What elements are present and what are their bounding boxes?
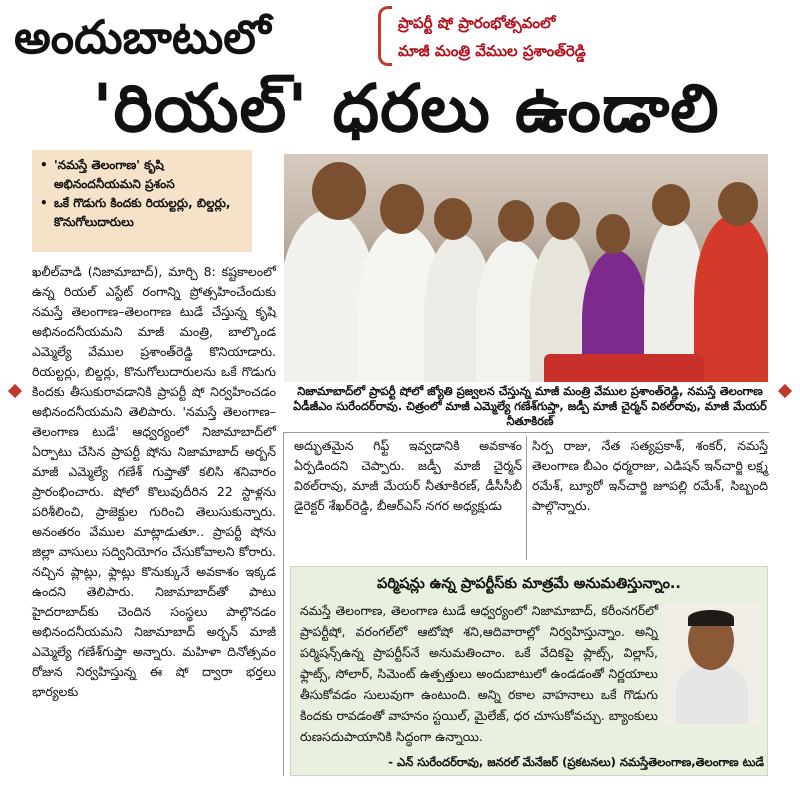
highlight-item: • 'నమస్తే తెలంగాణ' కృషి అభినందనీయమని ప్రశంస: [40, 156, 244, 194]
headline-main: 'రియల్' ధరలు ఉండాలి: [92, 70, 720, 147]
event-photo: [284, 154, 768, 382]
highlights-box: [32, 150, 252, 252]
divider-line: [283, 432, 769, 433]
portrait-photo: [662, 604, 760, 724]
margin-diamond-left: [8, 384, 22, 398]
headline-top: అందుబాటులో: [14, 10, 271, 64]
article-column-1: ఖలీల్‌వాడి (నిజామాబాద్), మార్చి 8: కష్టకాలంలో ఉన్న రియల్ ఎస్టేట్ రంగాన్ని ప్రోత్సహించేందుకు నమస్తే తెలంగాణ–తెలంగాణ టుడే చేస్తున్న కృషి అభినందనీయమని మాజీ మంత్రి, బాల్కొండ ఎమ్మెల్యే వేముల ప్రశాంత్‌రెడ్డి కొనియాడారు. రియల్టర్లు, బిల్డర్లు, కొనుగోలుదారులను ఒకే గొడుగు కిందకు తీసుకురావడానికి ప్రాపర్టీ షో నిర్వహించడం అభినందనీయమని తెలిపారు. 'నమస్తే తెలంగాణ–తెలంగాణ టుడే' ఆధ్వర్యంలో నిజామాబాద్‌లో ఏర్పాటు చేసిన ప్రాపర్టీ షోను నిజామాబాద్ అర్బన్ మాజీ ఎమ్మెల్యే గణేశ్ గుప్తాతో కలిసి శనివారం ప్రారంభించారు. షోలో కొలువుదీరిన 22 స్టాళ్లను పరిశీలించి, ప్రాజెక్టుల గురించి తెలుసుకున్నారు. అనంతరం వేముల మాట్లాడుతూ.. ప్రాపర్టీ షోను జిల్లా వాసులు సద్వినియోగం చేసుకోవాలని కోరారు. నచ్చిన ప్లాట్లు, ఫ్లాట్లు కొనుక్కునే అవకాశం ఇక్కడ ఉందని తెలిపారు. నిజామాబాద్‌తో పాటు హైదరాబాద్‌కు చెందిన సంస్థలు పాల్గొనడం అభినందనీయమని నిజామాబాద్ అర్బన్ మాజీ ఎమ్మెల్యే గణేశ్‌గుప్తా అన్నారు. మహిళా దినోత్సవం రోజున నిర్వహిస్తున్న ఈ షో ద్వారా భర్తలు భార్యలకు: [32, 264, 276, 699]
headline-side-line1: ప్రాపర్టీ షో ప్రారంభోత్సవంలో: [398, 14, 556, 32]
article-column-3: సిర్ప రాజు, నేత సత్యప్రకాశ్, శంకర్, నమస్తే తెలంగాణ బీఎం ధర్మరాజు, ఎడిషన్ ఇన్‌చార్జి లక్ష్మ రమేశ్, బ్యూరో ఇన్‌చార్జి జూపల్లి రమేశ్, సిబ్బంది పాల్గొన్నారు.: [532, 438, 768, 513]
photo-caption: నిజామాబాద్‌లో ప్రాపర్టీ షోలో జ్యోతి ప్రజ్వలన చేస్తున్న మాజీ మంత్రి వేముల ప్రశాంత్‌రెడ్డి, నమస్తే తెలంగాణ ఏడీజీఎం సురేందర్‌రావు. చిత్రంలో మాజీ ఎమ్మెల్యే గణేశ్‌గుప్తా, జడ్పీ మాజీ చైర్మన్ విఠల్‌రావు, మాజీ మేయర్ నీతూకిరణ్: [293, 384, 767, 428]
margin-diamond-right: [778, 384, 792, 398]
article-column-2: అద్భుతమైన గిఫ్ట్ ఇవ్వడానికి అవకాశం ఏర్పడిందని చెప్పారు. జడ్పీ మాజీ చైర్మన్ విఠల్‌రావు, మాజీ మేయర్ నీతూకిరణ్, డీసీసీబీ డైరెక్టర్ శేఖర్‌రెడ్డి, బీఆర్‌ఎస్ నగర అధ్యక్షుడు: [294, 438, 522, 513]
highlight-item: • ఒకే గొడుగు కిందకు రియల్టర్లు, బిల్డర్లు, కొనుగోలుదారులు: [40, 194, 244, 232]
quote-text: నమస్తే తెలంగాణ, తెలంగాణ టుడే ఆధ్వర్యంలో నిజామాబాద్, కరీంనగర్‌లో ప్రాపర్టీషో, వరంగల్‌లో ఆటోషో శని,ఆదివారాల్లో నిర్వహిస్తున్నాం. అన్ని పర్మిషన్స్‌ఉన్న ప్రాపర్టీస్‌నే అనుమతించాం. ఒకే వేదికపై ప్లాట్స్, విల్లాస్, ఫ్లాట్స్, సోలార్, సిమెంట్ ఉత్పత్తులు అందుబాటులో ఉండడంతో నిర్ణయాలు తీసుకోవడం సులువుగా ఉంటుంది. అన్ని రకాల వాహనాలు ఒకే గొడుగు కిందకు రావడంతో వాహనం స్టయిల్, మైలేజ్, ధర చూసుకోవచ్చు. బ్యాంకులు రుణసదుపాయానికి సిద్ధంగా ఉన్నాయి.: [300, 603, 658, 744]
quote-credit: - ఎన్ సురేందర్‌రావు, జనరల్ మేనేజర్ (ప్రకటనలు) నమస్తేతెలంగాణ,తెలంగాణ టుడే: [388, 755, 764, 769]
headline-side-line2: మాజీ మంత్రి వేముల ప్రశాంత్‌రెడ్డి: [398, 42, 586, 60]
column-divider: [526, 436, 527, 560]
column-divider: [283, 432, 284, 776]
brace-decoration: [378, 6, 392, 66]
quote-heading: పర్మిషన్లు ఉన్న ప్రాపర్టీస్‌కు మాత్రమే అనుమతిస్తున్నాం..: [377, 576, 681, 592]
